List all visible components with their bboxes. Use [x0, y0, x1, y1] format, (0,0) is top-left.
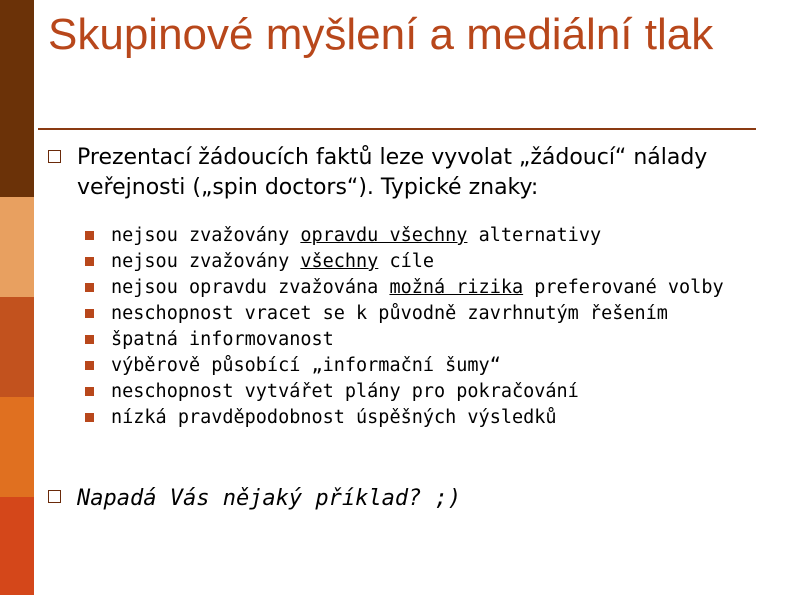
sub-bullet-list [85, 226, 765, 434]
slide-title: Skupinové myšlení a mediální tlak [48, 10, 714, 59]
list-item: neschopnost vytvářet plány pro pokračování [85, 382, 765, 402]
square-bullet-icon [85, 231, 94, 240]
square-bullet-icon [85, 309, 94, 318]
sidebar-stripe [0, 397, 34, 497]
square-bullet-icon [85, 361, 94, 370]
sidebar-stripe [0, 0, 34, 197]
square-bullet-icon [48, 150, 61, 163]
square-bullet-icon [85, 257, 94, 266]
underlined-emphasis: opravdu všechny [300, 225, 468, 246]
list-item: neschopnost vracet se k původně zavrhnutým řešením [85, 304, 765, 324]
sidebar-stripe [0, 497, 34, 595]
sidebar-stripe [0, 197, 34, 297]
sidebar-stripe [0, 297, 34, 397]
underlined-emphasis: možná rizika [389, 277, 524, 298]
list-item: výběrově působící „informační šumy“ [85, 356, 765, 376]
square-bullet-icon [48, 490, 61, 503]
question-bullet [48, 484, 748, 514]
square-bullet-icon [85, 413, 94, 422]
question-text: Napadá Vás nějaký příklad? ;) [77, 486, 462, 511]
square-bullet-icon [85, 387, 94, 396]
square-bullet-icon [85, 335, 94, 344]
list-item: nejsou zvažovány opravdu všechny alternativy [85, 226, 765, 246]
list-item: špatná informovanost [85, 330, 765, 350]
list-item: nízká pravděpodobnost úspěšných výsledků [85, 408, 765, 428]
square-bullet-icon [85, 283, 94, 292]
list-item: nejsou zvažovány všechny cíle [85, 252, 765, 272]
decorative-sidebar [0, 0, 34, 595]
list-item: nejsou opravdu zvažována možná rizika preferované volby [85, 278, 765, 298]
main-bullet [48, 143, 758, 203]
title-divider [38, 128, 756, 130]
underlined-emphasis: všechny [300, 251, 379, 272]
main-bullet-text: Prezentací žádoucích faktů leze vyvolat „žádoucí“ nálady veřejnosti („spin doctors“). Typické znaky: [77, 145, 708, 200]
